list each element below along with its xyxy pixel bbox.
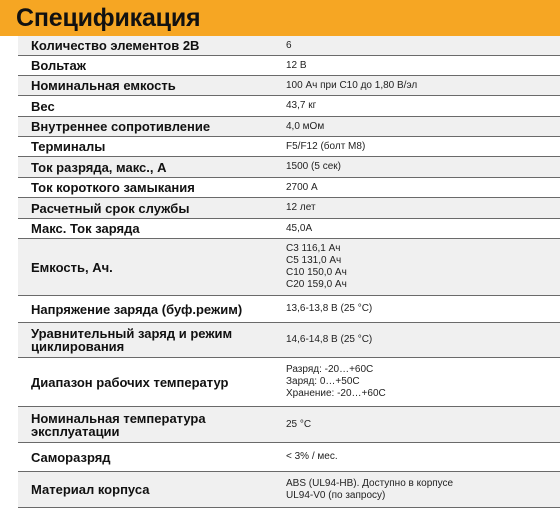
spec-label bbox=[18, 202, 283, 215]
spec-value-line: C10 150,0 Ач bbox=[286, 267, 347, 278]
spec-label bbox=[18, 140, 283, 153]
spec-value bbox=[283, 419, 560, 431]
spec-value bbox=[283, 202, 560, 214]
spec-value bbox=[283, 223, 560, 235]
spec-label bbox=[18, 181, 283, 194]
spec-label-line: Терминалы bbox=[31, 139, 106, 154]
spec-label-line: Номинальная емкость bbox=[31, 78, 176, 93]
spec-row bbox=[18, 239, 560, 296]
spec-label-line: Емкость, Ач. bbox=[31, 259, 113, 275]
spec-value-line: Разряд: -20…+60С bbox=[286, 364, 374, 375]
spec-label bbox=[18, 59, 283, 72]
spec-label-line: Вольтаж bbox=[31, 58, 86, 73]
spec-value bbox=[283, 100, 560, 112]
spec-row bbox=[18, 36, 560, 56]
spec-row bbox=[18, 56, 560, 76]
spec-label-line: Количество элементов 2В bbox=[31, 38, 200, 53]
spec-value-line: 6 bbox=[286, 39, 292, 51]
spec-value bbox=[283, 182, 560, 194]
spec-value-line: 1500 (5 сек) bbox=[286, 161, 341, 172]
spec-value-line: Заряд: 0…+50С bbox=[286, 376, 360, 387]
spec-row bbox=[18, 198, 560, 219]
spec-value bbox=[283, 60, 560, 72]
spec-value bbox=[283, 364, 560, 400]
page-title: Спецификация bbox=[16, 4, 201, 32]
spec-value bbox=[283, 243, 560, 291]
spec-row bbox=[18, 472, 560, 508]
spec-value-line: 25 °C bbox=[286, 418, 312, 430]
spec-value-line: 43,7 кг bbox=[286, 100, 317, 111]
spec-table bbox=[18, 36, 560, 508]
spec-row bbox=[18, 157, 560, 178]
spec-header-bar bbox=[0, 0, 560, 36]
spec-label bbox=[18, 327, 283, 353]
spec-value bbox=[283, 141, 560, 153]
spec-row bbox=[18, 323, 560, 358]
spec-row bbox=[18, 96, 560, 117]
spec-label-line: Вес bbox=[31, 98, 55, 114]
spec-label-line: Уравнительный заряд и режим bbox=[31, 326, 233, 341]
spec-label-line: Ток короткого замыкания bbox=[31, 180, 195, 195]
spec-value-line: Хранение: -20…+60С bbox=[286, 388, 386, 399]
spec-value-line: C3 116,1 Ач bbox=[286, 243, 341, 254]
spec-label-line: Внутреннее сопротивление bbox=[31, 119, 211, 134]
spec-value bbox=[283, 478, 560, 502]
spec-label bbox=[18, 161, 283, 174]
spec-value-line: 12 лет bbox=[286, 202, 316, 213]
spec-label bbox=[18, 261, 283, 274]
spec-row bbox=[18, 137, 560, 157]
spec-label-line: Материал корпуса bbox=[31, 482, 150, 497]
spec-value bbox=[283, 80, 560, 92]
spec-label bbox=[18, 39, 283, 52]
spec-label bbox=[18, 222, 283, 235]
spec-value-line: 4,0 мОм bbox=[286, 120, 325, 132]
spec-label bbox=[18, 303, 283, 316]
spec-label bbox=[18, 100, 283, 113]
spec-row bbox=[18, 219, 560, 239]
spec-row bbox=[18, 358, 560, 407]
spec-value bbox=[283, 161, 560, 173]
spec-value bbox=[283, 121, 560, 133]
spec-label bbox=[18, 376, 283, 389]
spec-value-line: UL94-V0 (по запросу) bbox=[286, 489, 386, 501]
spec-value bbox=[283, 334, 560, 346]
spec-label-line: эксплуатации bbox=[31, 423, 120, 439]
spec-label-line: Саморазряд bbox=[31, 449, 111, 465]
spec-label-line: Ток разряда, макс., А bbox=[31, 159, 167, 175]
spec-row bbox=[18, 76, 560, 96]
spec-row bbox=[18, 407, 560, 443]
spec-label-line: Макс. Ток заряда bbox=[31, 221, 140, 236]
spec-value-line: 14,6-14,8 В (25 °C) bbox=[286, 334, 373, 345]
spec-row bbox=[18, 117, 560, 137]
spec-value bbox=[283, 303, 560, 315]
spec-value-line: 12 В bbox=[286, 59, 307, 71]
spec-label bbox=[18, 412, 283, 438]
spec-value-line: 2700 А bbox=[286, 181, 318, 193]
spec-label bbox=[18, 79, 283, 92]
spec-row bbox=[18, 443, 560, 472]
spec-row bbox=[18, 296, 560, 323]
spec-value-line: 100 Ач при C10 до 1,80 В/эл bbox=[286, 79, 418, 91]
spec-label-line: Напряжение заряда (буф.режим) bbox=[31, 301, 243, 317]
spec-label-line: Номинальная температура bbox=[31, 410, 206, 426]
spec-label-line: Расчетный срок службы bbox=[31, 200, 190, 216]
spec-label bbox=[18, 483, 283, 496]
spec-label-line: циклирования bbox=[31, 339, 125, 354]
spec-value-line: C5 131,0 Ач bbox=[286, 255, 342, 266]
spec-label bbox=[18, 120, 283, 133]
spec-label-line: Диапазон рабочих температур bbox=[31, 374, 229, 390]
spec-value bbox=[283, 40, 560, 52]
spec-label bbox=[18, 451, 283, 464]
spec-value bbox=[283, 451, 560, 463]
spec-value-line: F5/F12 (болт M8) bbox=[286, 140, 366, 152]
spec-row bbox=[18, 178, 560, 198]
spec-value-line: < 3% / мес. bbox=[286, 451, 338, 462]
spec-value-line: C20 159,0 Ач bbox=[286, 279, 347, 290]
spec-value-line: 45,0А bbox=[286, 222, 313, 234]
spec-value-line: ABS (UL94-HB). Доступно в корпусе bbox=[286, 477, 454, 489]
spec-value-line: 13,6-13,8 В (25 °C) bbox=[286, 303, 373, 314]
